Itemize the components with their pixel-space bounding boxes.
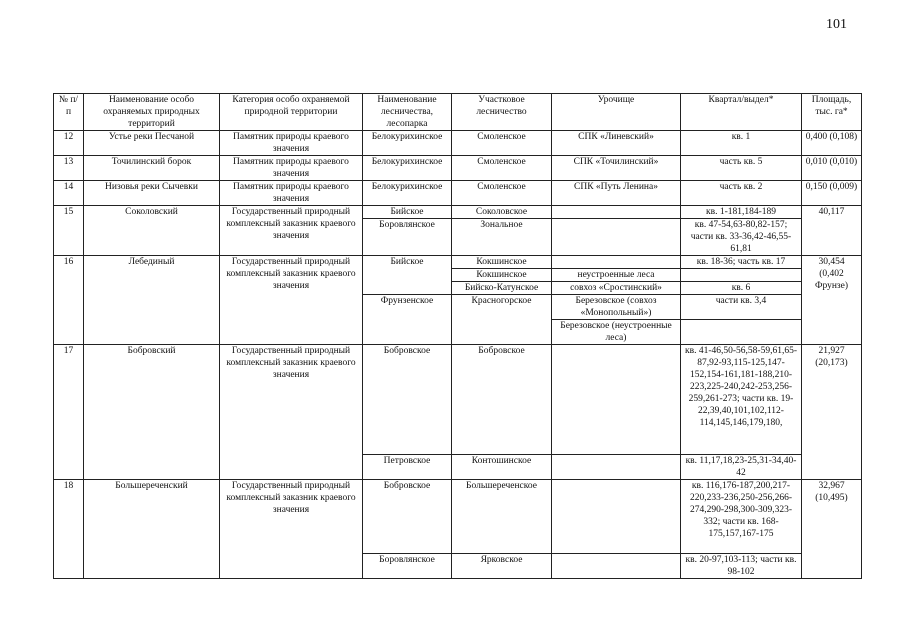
- area-size: 30,454 (0,402 Фрунзе): [802, 256, 862, 345]
- col-header-forestry: Наименование лесничества, лесопарка: [363, 94, 452, 131]
- quarter: часть кв. 5: [681, 156, 802, 181]
- table-row: [54, 131, 862, 156]
- col-header-quarter: Квартал/выдел*: [681, 94, 802, 131]
- table-header-row: [54, 94, 862, 131]
- page-number: 101: [826, 17, 847, 32]
- table-row: [54, 256, 862, 269]
- row-number: 13: [54, 156, 84, 181]
- forestry: Белокурихинское: [363, 181, 452, 206]
- area-category: Государственный природный комплексный заказник краевого значения: [220, 345, 363, 480]
- area-category: Памятник природы краевого значения: [220, 131, 363, 156]
- table-row: [54, 206, 862, 219]
- area-size: 0,150 (0,009): [802, 181, 862, 206]
- col-header-tract: Урочище: [552, 94, 681, 131]
- forestry: Бийское: [363, 256, 452, 295]
- quarter: часть кв. 2: [681, 181, 802, 206]
- district-forestry: Соколовское: [452, 206, 552, 219]
- district-forestry: Большереченское: [452, 480, 552, 554]
- tract: совхоз «Сростинский»: [552, 282, 681, 295]
- district-forestry: Красногорское: [452, 295, 552, 345]
- col-header-category: Категория особо охраняемой природной территории: [220, 94, 363, 131]
- quarter: кв. 18-36; часть кв. 17: [681, 256, 802, 269]
- tract: неустроенные леса: [552, 269, 681, 282]
- col-header-name: Наименование особо охраняемых природных территорий: [84, 94, 220, 131]
- area-name: Соколовский: [84, 206, 220, 256]
- quarter: кв. 6: [681, 282, 802, 295]
- quarter: [681, 320, 802, 345]
- table-row: [54, 480, 862, 554]
- protected-areas-table: [53, 93, 862, 579]
- area-category: Памятник природы краевого значения: [220, 156, 363, 181]
- area-size: 32,967 (10,495): [802, 480, 862, 579]
- tract: [552, 480, 681, 554]
- forestry: Белокурихинское: [363, 131, 452, 156]
- forestry: Бобровское: [363, 480, 452, 554]
- table-row: [54, 181, 862, 206]
- col-header-district: Участковое лесничество: [452, 94, 552, 131]
- tract: [552, 455, 681, 480]
- quarter: кв. 1: [681, 131, 802, 156]
- table-row: [54, 156, 862, 181]
- area-name: Бобровский: [84, 345, 220, 480]
- quarter: кв. 47-54,63-80,82-157; части кв. 33-36,42-46,55-61,81: [681, 219, 802, 256]
- district-forestry: Ярковское: [452, 554, 552, 579]
- table-row: [54, 345, 862, 455]
- tract: Березовское (неустроенные леса): [552, 320, 681, 345]
- tract: [552, 206, 681, 219]
- tract: [552, 345, 681, 455]
- district-forestry: Смоленское: [452, 181, 552, 206]
- area-size: 0,010 (0,010): [802, 156, 862, 181]
- area-category: Государственный природный комплексный заказник краевого значения: [220, 206, 363, 256]
- quarter: кв. 11,17,18,23-25,31-34,40-42: [681, 455, 802, 480]
- forestry: Бийское: [363, 206, 452, 219]
- area-name: Низовья реки Сычевки: [84, 181, 220, 206]
- tract: [552, 554, 681, 579]
- row-number: 18: [54, 480, 84, 579]
- district-forestry: Зональное: [452, 219, 552, 256]
- forestry: Белокурихинское: [363, 156, 452, 181]
- district-forestry: Кокшинское: [452, 256, 552, 269]
- district-forestry: Смоленское: [452, 156, 552, 181]
- district-forestry: Кокшинское: [452, 269, 552, 282]
- quarter: кв. 20-97,103-113; части кв. 98-102: [681, 554, 802, 579]
- area-size: 21,927 (20,173): [802, 345, 862, 480]
- forestry: Боровлянское: [363, 219, 452, 256]
- row-number: 16: [54, 256, 84, 345]
- area-category: Государственный природный комплексный заказник краевого значения: [220, 256, 363, 345]
- quarter: кв. 41-46,50-56,58-59,61,65-87,92-93,115-125,147-152,154-161,181-188,210-223,225-240,242-253,256-259,261-273; части кв. 19-22,39,40,101,102,112-114,145,146,179,180,: [681, 345, 802, 455]
- row-number: 15: [54, 206, 84, 256]
- forestry: Бобровское: [363, 345, 452, 455]
- district-forestry: Бобровское: [452, 345, 552, 455]
- row-number: 14: [54, 181, 84, 206]
- quarter: [681, 269, 802, 282]
- area-size: 0,400 (0,108): [802, 131, 862, 156]
- tract: СПК «Точилинский»: [552, 156, 681, 181]
- district-forestry: Смоленское: [452, 131, 552, 156]
- quarter: части кв. 3,4: [681, 295, 802, 320]
- forestry: Петровское: [363, 455, 452, 480]
- district-forestry: Бийско-Катунское: [452, 282, 552, 295]
- forestry: Фрунзенское: [363, 295, 452, 345]
- area-name: Устье реки Песчаной: [84, 131, 220, 156]
- area-category: Государственный природный комплексный заказник краевого значения: [220, 480, 363, 579]
- row-number: 12: [54, 131, 84, 156]
- tract: [552, 256, 681, 269]
- forestry: Боровлянское: [363, 554, 452, 579]
- tract: [552, 219, 681, 256]
- quarter: кв. 116,176-187,200,217-220,233-236,250-256,266-274,290-298,300-309,323-332; части кв. 168-175,157,167-175: [681, 480, 802, 554]
- area-name: Большереченский: [84, 480, 220, 579]
- col-header-number: № п/п: [54, 94, 84, 131]
- tract: СПК «Путь Ленина»: [552, 181, 681, 206]
- quarter: кв. 1-181,184-189: [681, 206, 802, 219]
- area-category: Памятник природы краевого значения: [220, 181, 363, 206]
- area-name: Точилинский борок: [84, 156, 220, 181]
- tract: Березовское (совхоз «Монопольный»): [552, 295, 681, 320]
- tract: СПК «Линевский»: [552, 131, 681, 156]
- col-header-area: Площадь, тыс. га*: [802, 94, 862, 131]
- area-name: Лебединый: [84, 256, 220, 345]
- row-number: 17: [54, 345, 84, 480]
- district-forestry: Контошинское: [452, 455, 552, 480]
- area-size: 40,117: [802, 206, 862, 256]
